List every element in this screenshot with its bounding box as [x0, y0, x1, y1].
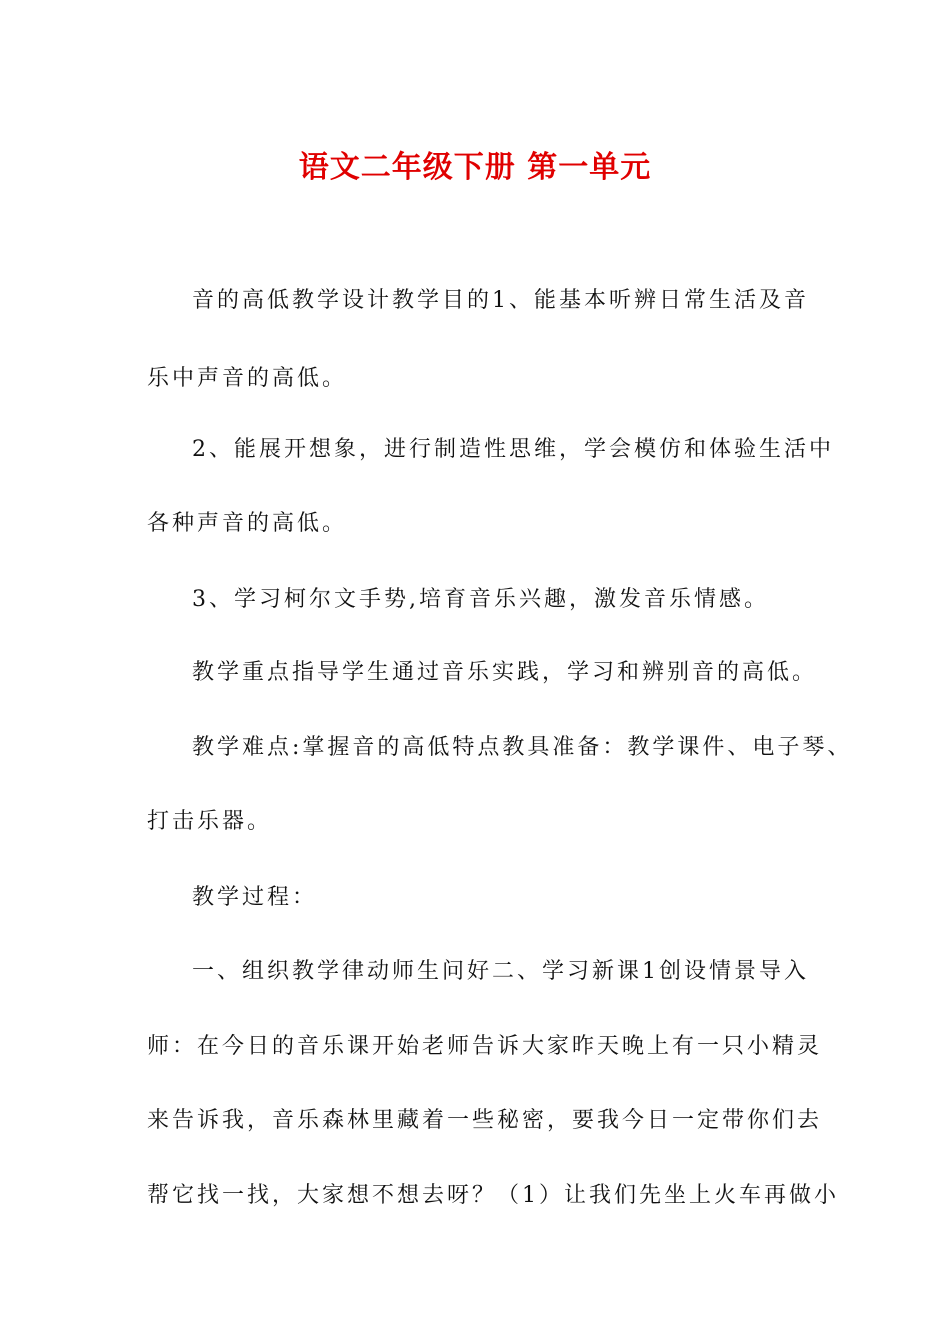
paragraph-line: 打击乐器。 — [147, 809, 273, 834]
paragraph-line: 一、组织教学律动师生问好二、学习新课1创设情景导入 — [192, 959, 809, 984]
paragraph-line: 帮它找一找，大家想不想去呀？（1）让我们先坐上火车再做小 — [147, 1183, 839, 1208]
paragraph-line: 来告诉我，音乐森林里藏着一些秘密，要我今日一定带你们去 — [147, 1108, 823, 1133]
paragraph-line: 教学难点:掌握音的高低特点教具准备：教学课件、电子琴、 — [192, 735, 853, 760]
paragraph-line: 师：在今日的音乐课开始老师告诉大家昨天晚上有一只小精灵 — [147, 1034, 823, 1059]
paragraph-line: 教学过程： — [192, 885, 318, 910]
page-title: 语文二年级下册 第一单元 — [298, 150, 652, 185]
paragraph-line: 乐中声音的高低。 — [147, 366, 348, 391]
paragraph-line: 各种声音的高低。 — [147, 511, 348, 536]
paragraph-line: 2、能展开想象，进行制造性思维，学会模仿和体验生活中 — [192, 437, 834, 462]
paragraph-line: 3、学习柯尔文手势,培育音乐兴趣，激发音乐情感。 — [192, 587, 769, 612]
paragraph-line: 音的高低教学设计教学目的1、能基本听辨日常生活及音 — [192, 288, 809, 313]
paragraph-line: 教学重点指导学生通过音乐实践，学习和辨别音的高低。 — [192, 660, 818, 685]
